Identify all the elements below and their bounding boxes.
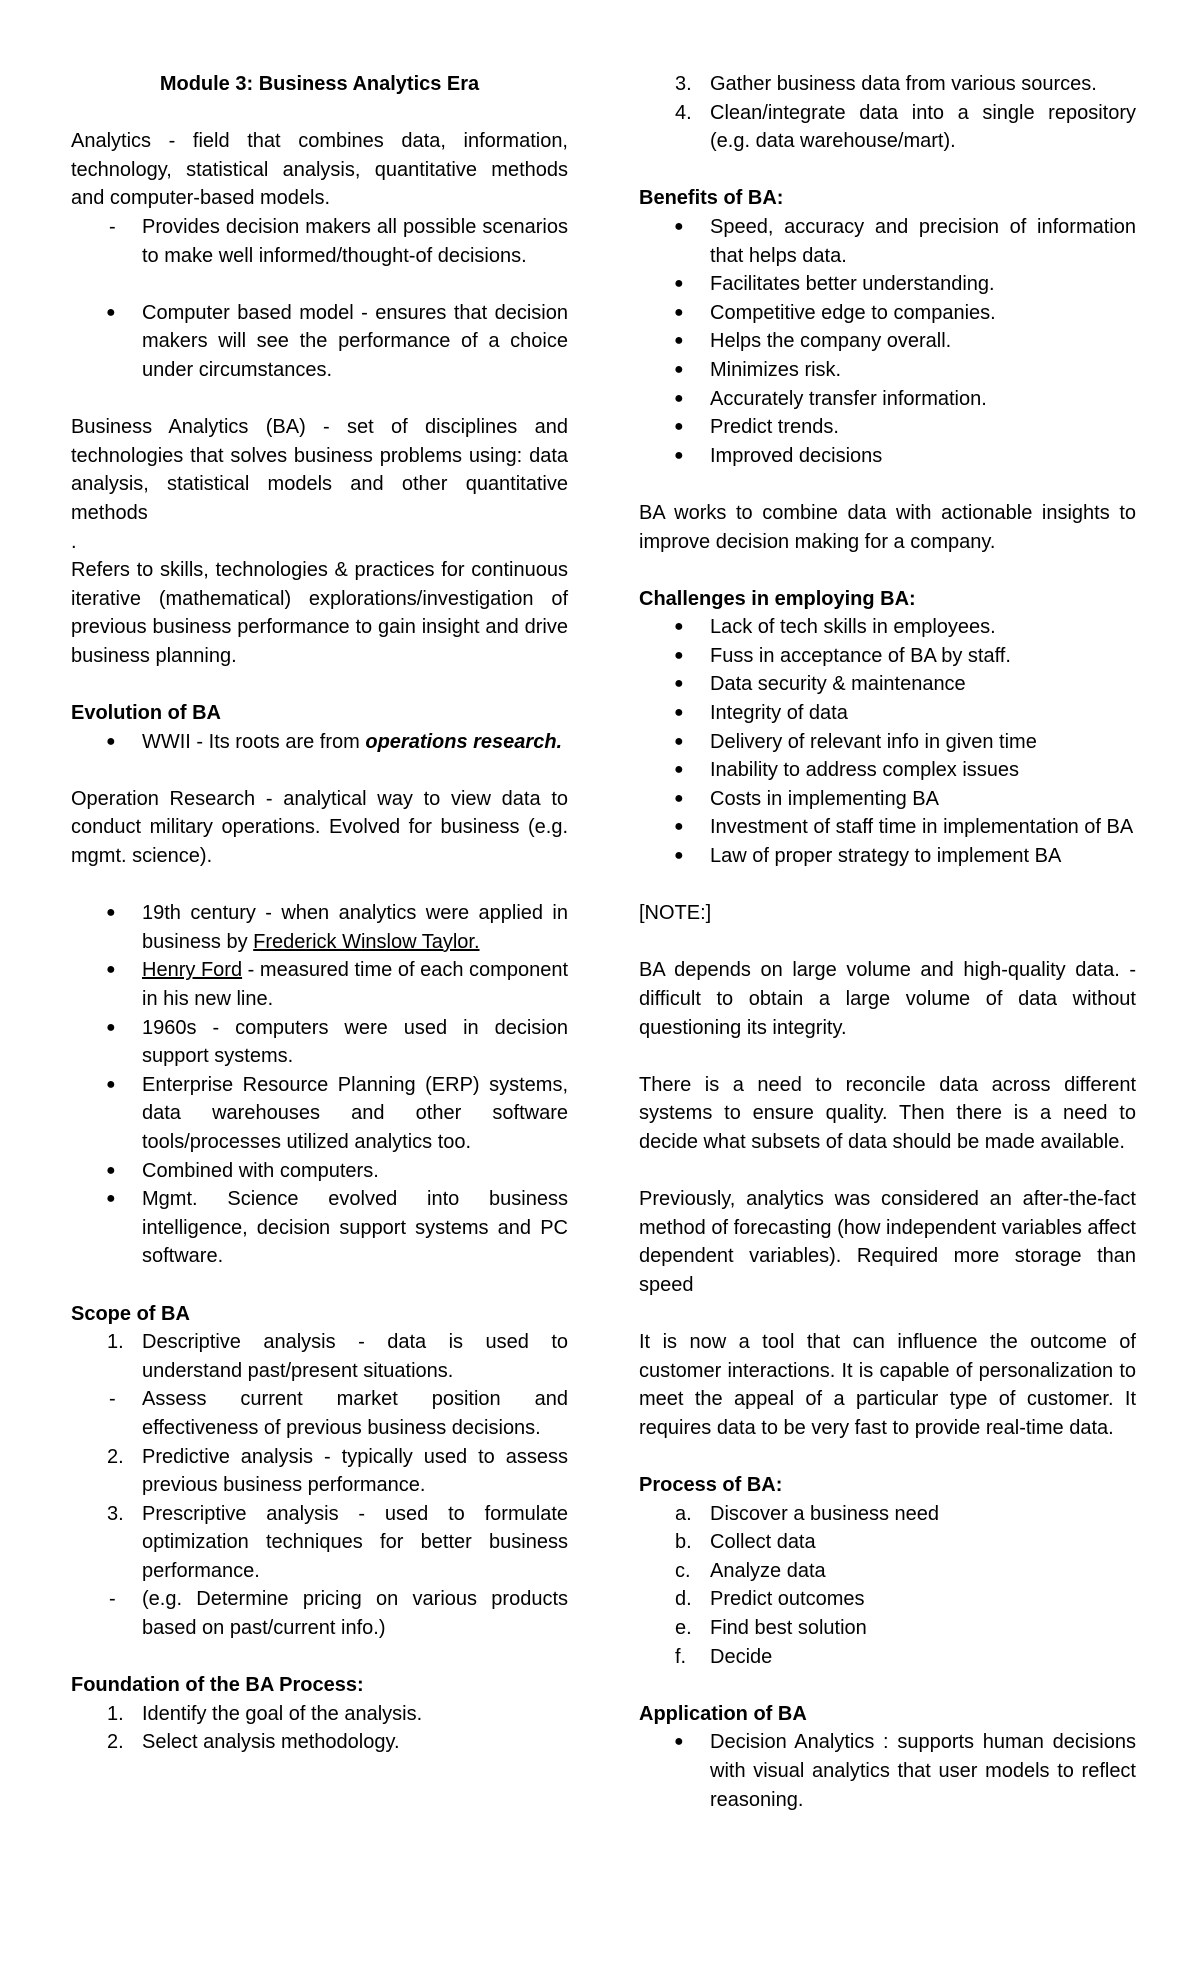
application-list — [639, 1728, 1136, 1814]
list-item: e. Find best solution — [675, 1617, 867, 1640]
note-paragraph-1: BA depends on large volume and high-quality data. - difficult to obtain a large volume of data without questioning its integrity. — [639, 959, 1136, 1039]
ba-refers: Refers to skills, technologies & practices for continuous iterative (mathematical) explorations/investigation of previous business performance to gain insight and drive business planning. — [71, 559, 568, 667]
list-item: ● 19th century - when analytics were applied in business by Frederick Winslow Taylor. — [71, 899, 568, 956]
list-item: 3. Prescriptive analysis - used to formulate optimization techniques for better business performance. — [107, 1502, 568, 1582]
bullet-icon: ● — [106, 303, 116, 321]
ba-dot: . — [71, 530, 77, 553]
list-item: ● Improved decisions — [639, 442, 1136, 471]
evolution-list — [71, 899, 568, 1271]
list-item: ● Combined with computers. — [71, 1157, 568, 1186]
list-item: ● Integrity of data — [639, 699, 1136, 728]
bullet-icon: ● — [674, 275, 684, 293]
bullet-icon: ● — [674, 217, 684, 235]
list-item: - Provides decision makers all possible scenarios to make well informed/thought-of decisions. — [71, 213, 568, 270]
list-item: ● Law of proper strategy to implement BA — [639, 842, 1136, 871]
list-item: ● Delivery of relevant info in given time — [639, 728, 1136, 757]
list-item: ● Facilitates better understanding. — [639, 270, 1136, 299]
process-list — [639, 1500, 1136, 1672]
list-item: 1. Descriptive analysis - data is used to understand past/present situations. — [107, 1331, 568, 1382]
bullet-icon: ● — [106, 1075, 116, 1093]
bullet-icon: ● — [106, 904, 116, 922]
list-item: ● Fuss in acceptance of BA by staff. — [639, 642, 1136, 671]
list-item: ● Investment of staff time in implementation of BA — [639, 813, 1136, 842]
benefits-heading: Benefits of BA: — [639, 187, 784, 210]
list-item: ● Mgmt. Science evolved into business intelligence, decision support systems and PC software. — [71, 1185, 568, 1271]
bullet-icon: ● — [674, 618, 684, 636]
list-item: ● Speed, accuracy and precision of information that helps data. — [639, 213, 1136, 270]
list-item: - Assess current market position and effectiveness of previous business decisions. — [109, 1388, 568, 1439]
bullet-icon: ● — [674, 761, 684, 779]
bullet-icon: ● — [674, 446, 684, 464]
note-paragraph-2: There is a need to reconcile data across different systems to ensure quality. Then there is a need to decide what subsets of data should be made available. — [639, 1073, 1136, 1153]
list-item: 2. Select analysis methodology. — [107, 1731, 400, 1754]
scope-heading: Scope of BA — [71, 1302, 190, 1325]
challenges-list — [639, 613, 1136, 870]
right-column — [639, 70, 1136, 1814]
analytics-definition: Analytics - field that combines data, information, technology, statistical analysis, quantitative methods and computer-based models. — [71, 130, 568, 210]
benefits-list — [639, 213, 1136, 470]
taylor-link[interactable]: Frederick Winslow Taylor. — [253, 930, 480, 953]
bullet-icon: ● — [674, 360, 684, 378]
process-heading: Process of BA: — [639, 1474, 783, 1497]
bullet-icon: ● — [106, 732, 116, 750]
list-item: ● Computer based model - ensures that decision makers will see the performance of a choice under circumstances. — [71, 299, 568, 385]
list-item: ● Data security & maintenance — [639, 670, 1136, 699]
bullet-icon: ● — [674, 704, 684, 722]
note-paragraph-3: Previously, analytics was considered an after-the-fact method of forecasting (how independent variables affect dependent variables). Required more storage than speed — [639, 1188, 1136, 1296]
bullet-icon: ● — [674, 818, 684, 836]
bullet-icon: ● — [674, 1733, 684, 1751]
list-item: ● WWII - Its roots are from operations research. — [71, 728, 568, 757]
bullet-icon: ● — [674, 732, 684, 750]
ford-link[interactable]: Henry Ford — [142, 959, 243, 982]
list-item: - (e.g. Determine pricing on various products based on past/current info.) — [109, 1588, 568, 1640]
bullet-icon: ● — [106, 1190, 116, 1208]
left-column — [71, 70, 568, 1757]
list-item: ● Enterprise Resource Planning (ERP) systems, data warehouses and other software tools/processes utilized analytics too. — [71, 1071, 568, 1157]
application-heading: Application of BA — [639, 1702, 807, 1725]
list-item: c. Analyze data — [675, 1559, 826, 1582]
bullet-icon: ● — [106, 961, 116, 979]
bullet-icon: ● — [674, 418, 684, 436]
list-item: 4. Clean/integrate data into a single repository (e.g. data warehouse/mart). — [675, 101, 1136, 153]
list-item: ● Inability to address complex issues — [639, 756, 1136, 785]
foundation-heading: Foundation of the BA Process: — [71, 1674, 364, 1697]
dash-marker: - — [109, 215, 116, 238]
foundation-list-continued — [639, 70, 1136, 156]
list-item: 2. Predictive analysis - typically used to assess previous business performance. — [107, 1445, 568, 1497]
foundation-list — [71, 1700, 568, 1757]
evolution-heading: Evolution of BA — [71, 702, 221, 725]
scope-list — [71, 1328, 568, 1643]
bullet-icon: ● — [674, 332, 684, 350]
analytics-points — [71, 213, 568, 385]
list-item: ● Minimizes risk. — [639, 356, 1136, 385]
operations-research-emphasis: operations research. — [365, 730, 563, 753]
ba-definition: Business Analytics (BA) - set of disciplines and technologies that solves business problems using: data analysis, statistical models and other quantitative methods — [71, 416, 568, 524]
list-item: ● Predict trends. — [639, 413, 1136, 442]
operation-research-definition: Operation Research - analytical way to view data to conduct military operations. Evolved for business (e.g. mgmt. science). — [71, 787, 568, 868]
list-item: ● Helps the company overall. — [639, 327, 1136, 356]
list-item: a. Discover a business need — [675, 1502, 940, 1525]
list-item: ● Henry Ford - measured time of each component in his new line. — [71, 956, 568, 1013]
ba-works-paragraph: BA works to combine data with actionable insights to improve decision making for a company. — [639, 501, 1136, 553]
bullet-icon: ● — [106, 1018, 116, 1036]
list-item: d. Predict outcomes — [675, 1588, 865, 1611]
bullet-icon: ● — [674, 646, 684, 664]
bullet-icon: ● — [674, 789, 684, 807]
list-item: ● Decision Analytics : supports human decisions with visual analytics that user models to reflect reasoning. — [639, 1728, 1136, 1814]
list-item: f. Decide — [675, 1645, 773, 1668]
list-item: ● Competitive edge to companies. — [639, 299, 1136, 328]
list-item: ● Costs in implementing BA — [639, 785, 1136, 814]
page-title: Module 3: Business Analytics Era — [159, 73, 480, 95]
list-item: ● Accurately transfer information. — [639, 385, 1136, 414]
list-item: 3. Gather business data from various sources. — [675, 73, 1097, 95]
list-item: ● Lack of tech skills in employees. — [639, 613, 1136, 642]
note-label: [NOTE:] — [639, 902, 712, 925]
bullet-icon: ● — [674, 847, 684, 865]
note-paragraph-4: It is now a tool that can influence the outcome of customer interactions. It is capable of personalization to meet the appeal of a particular type of customer. It requires data to be very fast to provide real-time data. — [639, 1331, 1136, 1439]
bullet-icon: ● — [674, 303, 684, 321]
challenges-heading: Challenges in employing BA: — [639, 587, 916, 610]
bullet-icon: ● — [106, 1161, 116, 1179]
list-item: ● 1960s - computers were used in decision support systems. — [71, 1014, 568, 1071]
evolution-roots — [71, 728, 568, 757]
list-item: b. Collect data — [675, 1531, 816, 1554]
bullet-icon: ● — [674, 675, 684, 693]
list-item: 1. Identify the goal of the analysis. — [107, 1702, 423, 1725]
bullet-icon: ● — [674, 389, 684, 407]
